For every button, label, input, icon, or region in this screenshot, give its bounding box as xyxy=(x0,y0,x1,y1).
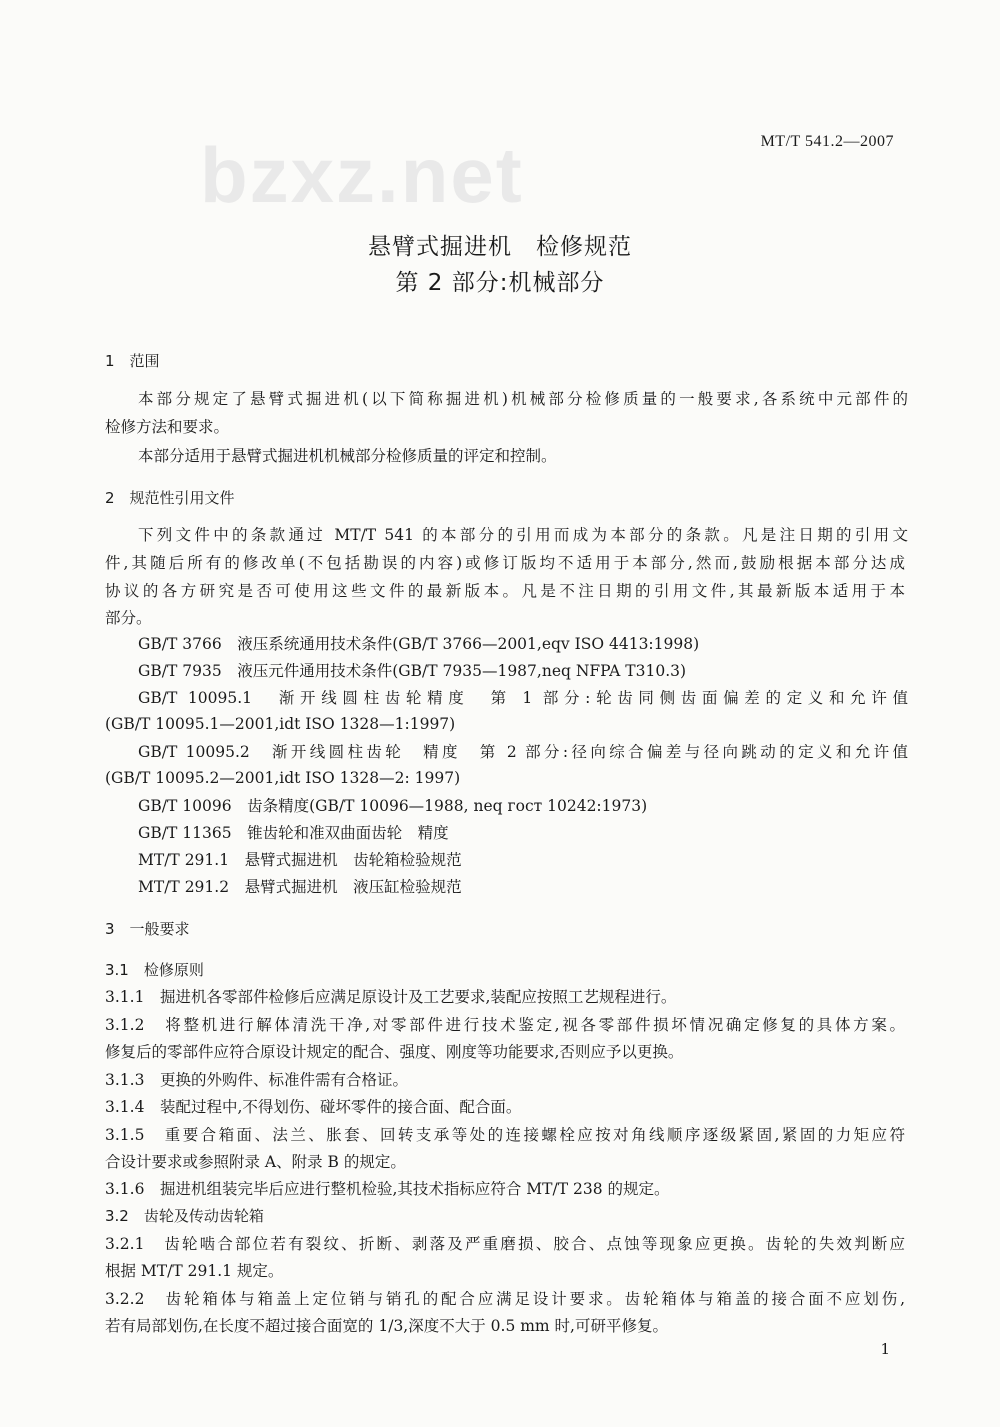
clause-line: 修复后的零部件应符合原设计规定的配合、强度、刚度等功能要求,否则应予以更换。 xyxy=(105,1043,684,1061)
reference-item: MT/T 291.1 悬臂式掘进机 齿轮箱检验规范 xyxy=(138,851,462,869)
reference-item: MT/T 291.2 悬臂式掘进机 液压缸检验规范 xyxy=(138,878,462,896)
reference-item: GB/T 10096 齿条精度(GB/T 10096—1988, neq гост 10242:1973) xyxy=(138,797,648,815)
document-subtitle: 第 2 部分:机械部分 xyxy=(395,270,605,296)
clause-line: 根据 MT/T 291.1 规定。 xyxy=(105,1262,284,1280)
paragraph-line: 本部分规定了悬臂式掘进机(以下简称掘进机)机械部分检修质量的一般要求,各系统中元部件的 xyxy=(138,390,908,408)
reference-item: (GB/T 10095.2—2001,idt ISO 1328—2: 1997) xyxy=(105,769,461,787)
section-heading-references: 2 规范性引用文件 xyxy=(105,489,235,507)
subsection-heading: 3.2 齿轮及传动齿轮箱 xyxy=(105,1207,264,1225)
clause-line: 3.1.4 装配过程中,不得划伤、碰坏零件的接合面、配合面。 xyxy=(105,1098,522,1116)
paragraph-line: 下列文件中的条款通过 MT/T 541 的本部分的引用而成为本部分的条款。凡是注日期的引用文 xyxy=(138,526,908,544)
paragraph-line: 本部分适用于悬臂式掘进机机械部分检修质量的评定和控制。 xyxy=(138,447,557,465)
paragraph-line: 部分。 xyxy=(105,609,152,627)
clause-line: 合设计要求或参照附录 A、附录 B 的规定。 xyxy=(105,1153,406,1171)
reference-item: (GB/T 10095.1—2001,idt ISO 1328—1:1997) xyxy=(105,715,456,733)
clause-line: 3.1.2 将整机进行解体清洗干净,对零部件进行技术鉴定,视各零部件损坏情况确定修复的具体方案。 xyxy=(105,1016,905,1034)
clause-line: 3.2.2 齿轮箱体与箱盖上定位销与销孔的配合应满足设计要求。齿轮箱体与箱盖的接合面不应划伤, xyxy=(105,1290,905,1308)
clause-line: 3.1.5 重要合箱面、法兰、胀套、回转支承等处的连接螺栓应按对角线顺序逐级紧固,紧固的力矩应符 xyxy=(105,1126,905,1144)
paragraph-line: 协议的各方研究是否可使用这些文件的最新版本。凡是不注日期的引用文件,其最新版本适用于本 xyxy=(105,582,905,600)
document-title: 悬臂式掘进机 检修规范 xyxy=(368,234,632,260)
paragraph-line: 件,其随后所有的修改单(不包括勘误的内容)或修订版均不适用于本部分,然而,鼓励根据本部分达成 xyxy=(105,554,905,572)
section-heading-scope: 1 范围 xyxy=(105,352,160,370)
clause-line: 3.2.1 齿轮啮合部位若有裂纹、折断、剥落及严重磨损、胶合、点蚀等现象应更换。齿轮的失效判断应 xyxy=(105,1235,905,1253)
clause-line: 3.1.6 掘进机组装完毕后应进行整机检验,其技术指标应符合 MT/T 238 的规定。 xyxy=(105,1180,670,1198)
watermark: bzxz.net xyxy=(200,131,524,219)
reference-item: GB/T 3766 液压系统通用技术条件(GB/T 3766—2001,eqv ISO 4413:1998) xyxy=(138,635,700,653)
clause-line: 3.1.3 更换的外购件、标准件需有合格证。 xyxy=(105,1071,408,1089)
reference-item: GB/T 7935 液压元件通用技术条件(GB/T 7935—1987,neq NFPA T310.3) xyxy=(138,662,687,680)
reference-item: GB/T 10095.2 渐开线圆柱齿轮 精度 第 2 部分:径向综合偏差与径向跳动的定义和允许值 xyxy=(138,743,908,761)
clause-line: 若有局部划伤,在长度不超过接合面宽的 1/3,深度不大于 0.5 mm 时,可研平修复。 xyxy=(105,1317,668,1335)
reference-item: GB/T 10095.1 渐开线圆柱齿轮精度 第 1 部分:轮齿同侧齿面偏差的定义和允许值 xyxy=(138,689,908,707)
subsection-heading: 3.1 检修原则 xyxy=(105,961,204,979)
paragraph-line: 检修方法和要求。 xyxy=(105,418,230,436)
standard-code: MT/T 541.2—2007 xyxy=(760,133,894,150)
page-number: 1 xyxy=(880,1340,890,1358)
clause-line: 3.1.1 掘进机各零部件检修后应满足原设计及工艺要求,装配应按照工艺规程进行。 xyxy=(105,988,677,1006)
reference-item: GB/T 11365 锥齿轮和准双曲面齿轮 精度 xyxy=(138,824,449,842)
section-heading-general: 3 一般要求 xyxy=(105,920,190,938)
